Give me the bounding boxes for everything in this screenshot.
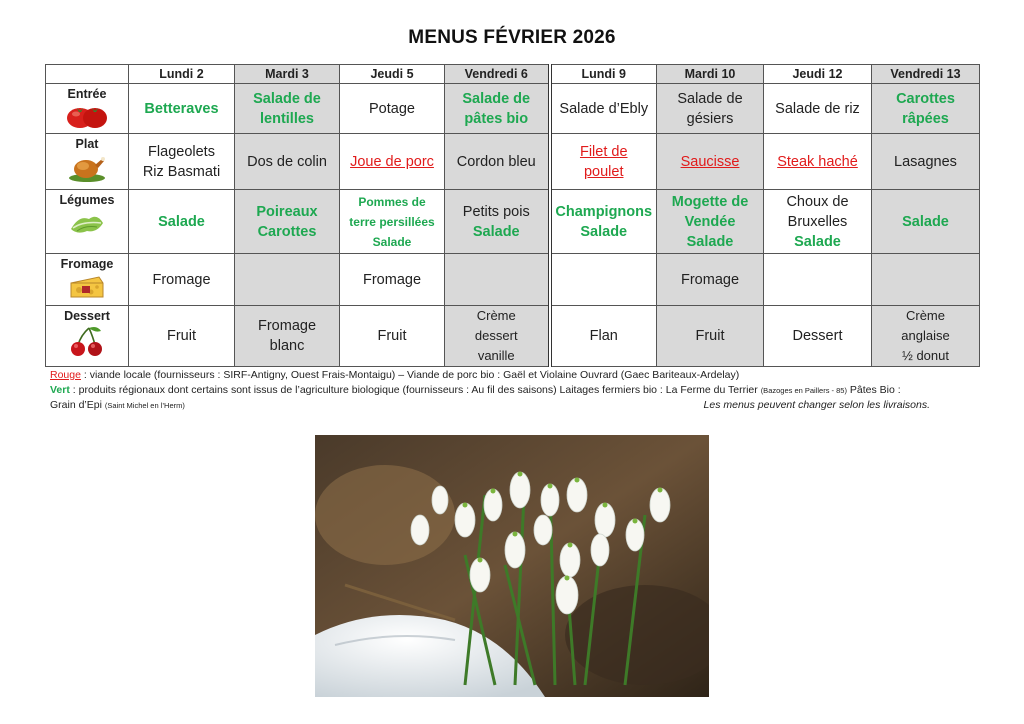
dish: Crème xyxy=(476,308,516,323)
dish: Salade xyxy=(794,233,841,250)
dish: Mogette de xyxy=(671,193,749,210)
dish: Salade xyxy=(372,234,412,249)
dish: Salade de xyxy=(462,90,531,107)
corner-cell xyxy=(46,65,129,84)
dish: anglaise xyxy=(901,328,950,343)
menu-cell xyxy=(340,84,445,134)
menu-cell xyxy=(764,84,872,134)
legend-line-vert xyxy=(50,383,970,398)
dish: Choux de xyxy=(786,193,849,210)
menu-cell xyxy=(129,134,235,190)
menu-cell xyxy=(235,134,340,190)
dish: Champignons xyxy=(555,203,653,220)
dish: Petits pois xyxy=(462,203,530,220)
menu-cell xyxy=(129,254,235,306)
row-label: Légumes xyxy=(59,193,115,207)
menu-cell xyxy=(235,84,340,134)
dish: Potage xyxy=(369,100,415,117)
dish: Joue de porc xyxy=(350,153,434,170)
menu-cell xyxy=(764,190,872,254)
dish: Riz Basmati xyxy=(142,163,221,180)
dish: Fromage xyxy=(152,271,211,288)
dish: vanille xyxy=(477,348,515,363)
lettuce-icon xyxy=(67,209,107,237)
dish: Dos de colin xyxy=(247,153,327,170)
menu-cell xyxy=(657,190,764,254)
day-header: Vendredi 6 xyxy=(445,65,550,84)
row-entree xyxy=(46,84,980,134)
menu-cell xyxy=(550,84,657,134)
dish: Salade xyxy=(472,223,520,240)
menu-cell xyxy=(550,134,657,190)
roast-chicken-icon xyxy=(67,153,107,183)
menu-cell xyxy=(550,190,657,254)
dish: gésiers xyxy=(686,110,734,127)
menu-cell xyxy=(657,134,764,190)
menu-cell xyxy=(872,254,980,306)
menu-cell xyxy=(764,134,872,190)
legend-line3-small: (Saint Michel en l’Herm) xyxy=(104,401,185,410)
dish: terre persillées xyxy=(349,214,435,229)
menu-cell xyxy=(445,190,550,254)
dish: Salade de xyxy=(253,90,321,107)
legend-vert-text2: Pâtes Bio : xyxy=(846,384,901,396)
dish: râpées xyxy=(902,110,949,127)
menu-cell xyxy=(235,190,340,254)
dish: Saucisse xyxy=(680,153,740,170)
menu-cell xyxy=(235,254,340,306)
menu-cell xyxy=(445,84,550,134)
menu-cell xyxy=(550,306,657,367)
dish: Carottes xyxy=(257,223,317,240)
dish: lentilles xyxy=(260,110,314,127)
dish: poulet xyxy=(583,163,624,180)
day-header: Mardi 3 xyxy=(235,65,340,84)
dish: Steak haché xyxy=(777,153,858,170)
menu-cell xyxy=(445,306,550,367)
header-row xyxy=(46,65,980,84)
legend xyxy=(50,368,970,413)
row-header-legumes xyxy=(46,190,129,254)
day-header: Vendredi 13 xyxy=(872,65,980,84)
dish: Dessert xyxy=(792,328,843,344)
menu-cell xyxy=(872,84,980,134)
menu-cell xyxy=(872,306,980,367)
dish: Salade xyxy=(902,213,949,230)
menu-cell xyxy=(129,190,235,254)
legend-rouge-text: : viande locale (fournisseurs : SIRF-Antigny, Ouest Frais-Montaigu) – Viande de porc bio : Gaël et Violaine Ouvrard (Gaec Bariteaux-Ardelay) xyxy=(80,369,740,381)
dish: Fromage xyxy=(680,271,740,288)
menu-cell xyxy=(340,190,445,254)
menu-cell xyxy=(872,134,980,190)
menu-cell xyxy=(550,254,657,306)
row-label: Dessert xyxy=(64,309,110,323)
tomato-icon xyxy=(65,103,109,129)
row-header-dessert xyxy=(46,306,129,367)
dish: pâtes bio xyxy=(464,110,529,127)
menu-cell xyxy=(129,306,235,367)
menu-cell xyxy=(764,306,872,367)
row-header-plat xyxy=(46,134,129,190)
dish: blanc xyxy=(269,338,305,354)
menu-cell xyxy=(340,134,445,190)
dish: Salade de riz xyxy=(775,100,860,117)
dish: Flan xyxy=(589,328,618,344)
row-label: Fromage xyxy=(60,257,114,271)
legend-line3: Grain d’Epi xyxy=(50,399,105,411)
dish: Fromage xyxy=(362,271,422,288)
dish: Flageolets xyxy=(148,143,215,160)
day-header: Lundi 9 xyxy=(550,65,657,84)
row-label: Entrée xyxy=(67,87,107,101)
menu-cell xyxy=(764,254,872,306)
legend-vert-label: Vert xyxy=(50,384,70,396)
row-header-fromage xyxy=(46,254,129,306)
menu-cell xyxy=(235,306,340,367)
legend-line-rouge xyxy=(50,368,970,383)
menu-table xyxy=(45,64,980,367)
menu-cell xyxy=(340,254,445,306)
dish: Fruit xyxy=(167,328,196,344)
menu-cell xyxy=(129,84,235,134)
legend-rouge-label: Rouge xyxy=(50,369,81,381)
cheese-icon xyxy=(67,273,107,301)
dish: Lasagnes xyxy=(894,153,957,170)
snowdrops-photo xyxy=(315,435,709,697)
day-header: Mardi 10 xyxy=(657,65,764,84)
row-fromage xyxy=(46,254,980,306)
dish: Betteraves xyxy=(144,100,219,117)
menu-cell xyxy=(657,306,764,367)
menu-cell xyxy=(657,84,764,134)
dish: dessert xyxy=(474,328,518,343)
legend-vert-text: : produits régionaux dont certains sont issus de l’agriculture biologique (fournisseurs : Au fil des saisons) Laitages fermiers bio : La Ferme du Terrier xyxy=(69,384,761,396)
dish: Vendée xyxy=(684,213,736,230)
dish: Crème xyxy=(905,308,945,323)
menu-cell xyxy=(657,254,764,306)
day-header: Lundi 2 xyxy=(129,65,235,84)
dish: Fruit xyxy=(377,328,407,344)
dish: Filet de xyxy=(579,143,628,160)
menu-cell xyxy=(445,134,550,190)
day-header: Jeudi 12 xyxy=(764,65,872,84)
dish: Cordon bleu xyxy=(456,153,536,170)
dish: ½ donut xyxy=(902,348,949,363)
dish: Carottes xyxy=(896,90,955,107)
legend-note: Les menus peuvent changer selon les livraisons. xyxy=(703,399,930,411)
page-title: MENUS FÉVRIER 2026 xyxy=(408,27,616,48)
row-dessert xyxy=(46,306,980,367)
day-header: Jeudi 5 xyxy=(340,65,445,84)
dish: Bruxelles xyxy=(787,213,848,230)
dish: Poireaux xyxy=(256,203,318,220)
dish: Pommes de xyxy=(358,194,426,209)
dish: Salade d’Ebly xyxy=(559,100,649,117)
legend-vert-small: (Bazoges en Paillers - 85) xyxy=(760,386,847,395)
row-header-entree xyxy=(46,84,129,134)
row-plat xyxy=(46,134,980,190)
menu-cell xyxy=(872,190,980,254)
row-label: Plat xyxy=(75,137,99,151)
dish: Salade xyxy=(158,213,205,230)
dish: Salade de xyxy=(677,90,743,107)
menu-cell xyxy=(340,306,445,367)
dish: Fruit xyxy=(695,328,725,344)
dish: Fromage xyxy=(257,318,317,334)
dish: Salade xyxy=(580,223,628,240)
row-legumes xyxy=(46,190,980,254)
menu-cell xyxy=(445,254,550,306)
cherries-icon xyxy=(67,325,107,357)
dish: Salade xyxy=(686,233,734,250)
